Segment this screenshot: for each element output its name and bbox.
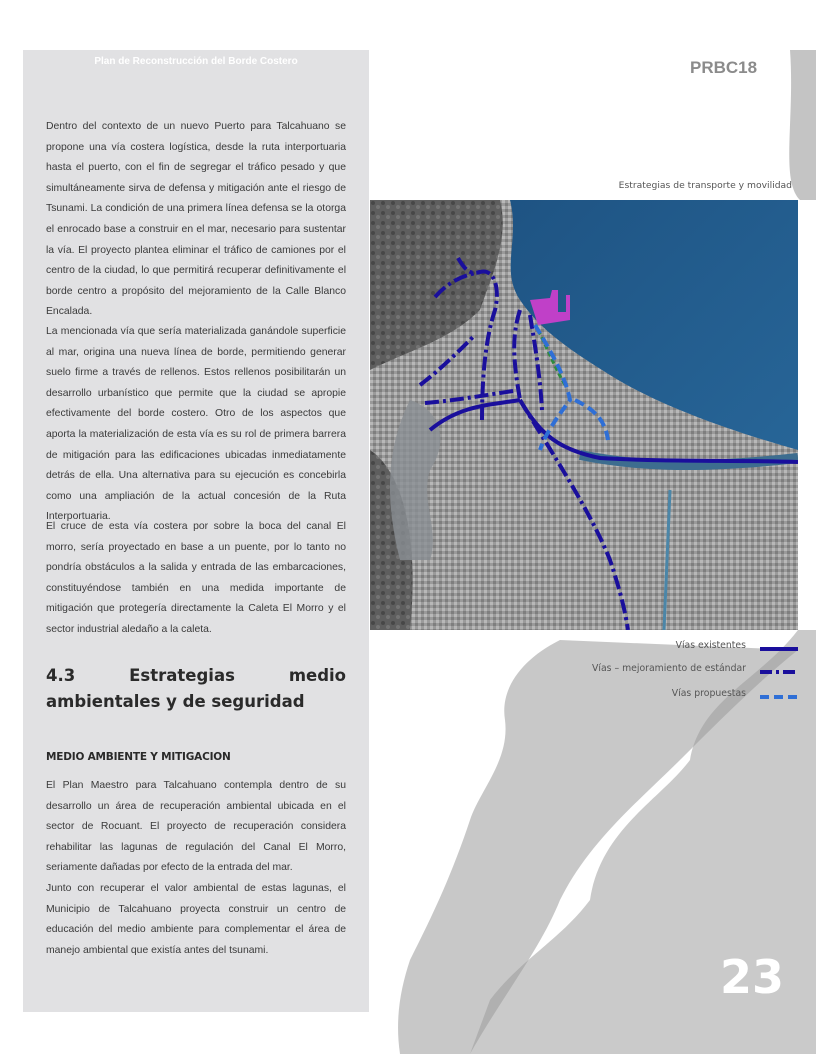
legend-improved-roads [516,663,816,677]
document-code: PRBC18 [690,58,758,77]
legend-label: Vías propuestas [671,688,746,699]
aerial-map [370,200,798,630]
legend-label: Vías existentes [675,640,746,651]
legend-existing-roads [516,640,816,654]
section-title-line2: ambientales y de seguridad [46,692,305,711]
legend-proposed-roads [516,688,816,702]
legend-solid-line-icon [760,647,798,651]
map-graphic [370,200,798,630]
body-paragraph-2: La mencionada vía que sería materializada ganándole superficie al mar, origina una nueva línea de borde, permitiendo generar suelo firme a través de rellenos. Estos rellenos posibilitarán un desarrollo urbanístico que permite que la ciudad se apropie efectivamente del borde costero. Otro de los aspectos que aporta la materialización de esta vía es su rol de primera barrera de mitigación para las edificaciones ubicadas inmediatamente detrás de ella. Una alternativa para su ejecución es concebirla como una ampliación de la actual concesión de la Ruta Interportuaria. [46,326,346,523]
section-number: 4.3 [46,666,76,685]
body-paragraph-5: Junto con recuperar el valor ambiental de estas lagunas, el Municipio de Talcahuano proyecta construir un centro de educación del medio ambiente para complementar el área de manejo ambiental que existía antes del tsunami. [46,883,346,956]
subheading: MEDIO AMBIENTE Y MITIGACION [46,751,231,763]
legend-dash-dot-line-icon [760,670,798,674]
legend-dashed-line-icon [760,695,798,699]
legend-label: Vías – mejoramiento de estándar [592,663,746,674]
body-paragraph-3: El cruce de esta vía costera por sobre la boca del canal El morro, sería proyectado en base a un puente, por lo tanto no pondría obstáculos a la salida y entrada de las embarcaciones, constituyéndose también en una medida importante de mitigación que protegería directamente la Caleta El Morro y el sector industrial aledaño a la caleta. [46,521,346,635]
running-title: Plan de Reconstrucción del Borde Costero [94,56,298,67]
map-caption: Estrategias de transporte y movilidad [618,180,792,191]
section-title-line1: Estrategias medio [129,666,347,685]
body-paragraph-4: El Plan Maestro para Talcahuano contempla dentro de su desarrollo un área de recuperación ambiental ubicada en el sector de Rocuant. El proyecto de recuperación considera rehabilitar las lagunas de regulación del Canal El Morro, seriamente dañadas por efecto de la entrada del mar. [46,780,346,874]
section-heading [46,663,346,689]
page-number: 23 [720,950,785,1004]
body-paragraph-1: Dentro del contexto de un nuevo Puerto para Talcahuano se propone una vía costera logística, desde la ruta interportuaria hasta el puerto, con el fin de segregar el tráfico pesado y que simultáneamente sirva de defensa y mitigación ante el riesgo de Tsunami. La condición de una primera línea defensa se la otorga el enrocado base a construir en el mar, necesario para sustentar la vía. El proyecto plantea eliminar el tráfico de camiones por el centro de la ciudad, lo que permitirá recuperar definitivamente el borde centro a propósito del mejoramiento de la Calle Blanco Encalada. [46,121,346,318]
